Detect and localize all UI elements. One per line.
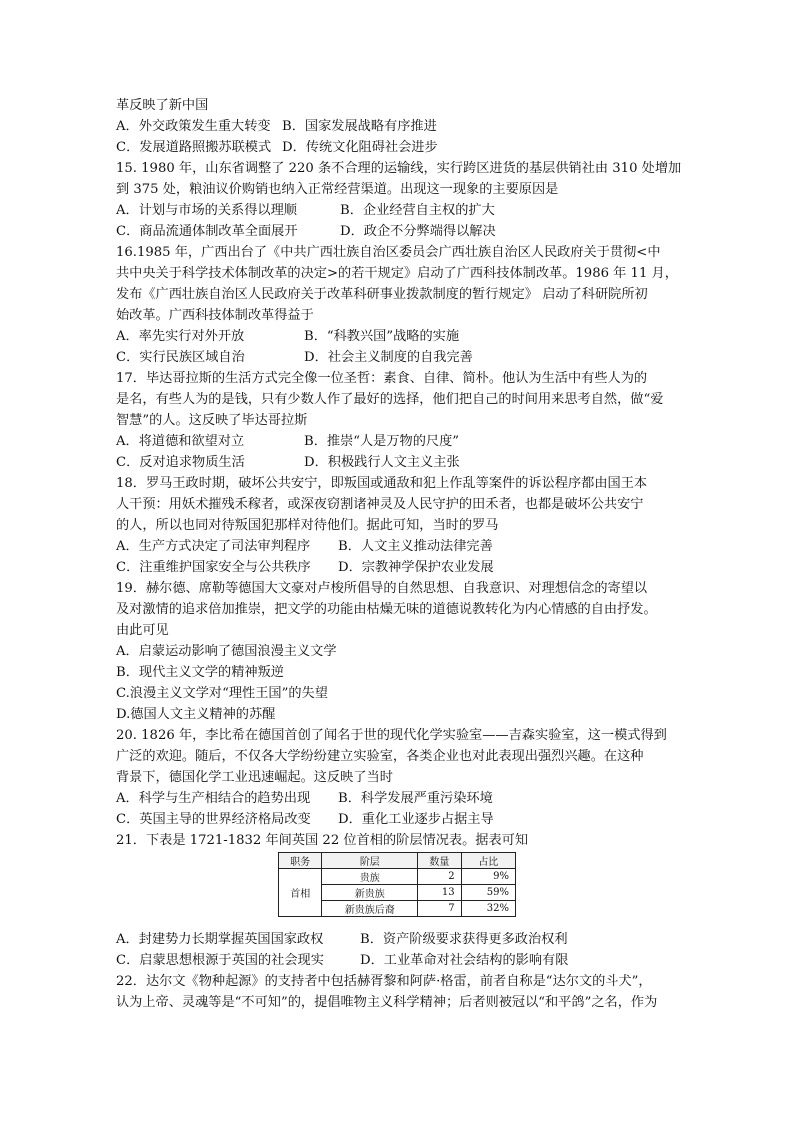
text-line: 到 375 处，粮油议价购销也纳入正常经营渠道。出现这一现象的主要原因是 (116, 182, 559, 197)
table-cell: 新贵族后裔 (322, 901, 418, 917)
text-line: 认为上帝、灵魂等是“不可知”的，提倡唯物主义科学精神；后者则被冠以“和平鸽”之名，作为 (116, 995, 658, 1010)
option-b: B．国家发展战略有序推进 (282, 119, 437, 134)
table-cell: 13 (418, 885, 461, 901)
question-17-text: 17．毕达哥拉斯的生活方式完全像一位圣哲：素食、自律、简朴。他认为生活中有些人为的 (116, 371, 648, 386)
option-c: C．英国主导的世界经济格局改变 (116, 812, 311, 827)
option-row (116, 432, 686, 452)
option-d: D．工业革命对社会结构的影响有限 (360, 953, 569, 968)
option-a: A．率先实行对外开放 (116, 329, 245, 344)
option-row (116, 558, 686, 578)
option-a: A．启蒙运动影响了德国浪漫主义文学 (116, 644, 337, 659)
option-c: C．发展道路照搬苏联模式 (116, 140, 272, 155)
question-20-text: 20. 1826 年，李比希在德国首创了闻名于世的现代化学实验室——吉森实验室，这一模式得到 (116, 728, 667, 743)
option-d: D．宗教神学保护农业发展 (338, 560, 494, 575)
option-row (116, 537, 686, 557)
text-line: 人干预：用妖术摧残禾稼者，或深夜窃割诸神灵及人民守护的田禾者，也都是破坏公共安宁 (116, 497, 644, 512)
option-row (116, 327, 686, 347)
table-row (279, 869, 516, 885)
table-header: 职务 (279, 853, 322, 869)
text-line: 由此可见 (116, 623, 169, 638)
option-row (116, 453, 686, 473)
option-d: D．政企不分弊端得以解决 (340, 224, 496, 239)
option-b: B．企业经营自主权的扩大 (340, 203, 495, 218)
table-header-row (279, 853, 516, 869)
option-d: D．社会主义制度的自我完善 (304, 350, 473, 365)
option-row (116, 348, 686, 368)
option-row (116, 810, 686, 830)
question-15-text: 15. 1980 年，山东省调整了 220 条不合理的运输线，实行跨区进货的基层供销社由 310 处增加 (116, 161, 682, 176)
table-cell: 2 (418, 869, 461, 885)
table-header: 阶层 (322, 853, 418, 869)
option-row (116, 138, 686, 158)
table-cell: 32% (461, 901, 515, 917)
option-a: A．生产方式决定了司法审判程序 (116, 539, 311, 554)
option-row (116, 201, 686, 221)
option-d: D．重化工业逐步占据主导 (338, 812, 494, 827)
option-row (116, 930, 686, 950)
question-22-text: 22．达尔文《物种起源》的支持者中包括赫胥黎和阿萨·格雷，前者自称是“达尔文的斗犬”， (116, 974, 652, 989)
option-a: A．将道德和欲望对立 (116, 434, 245, 449)
option-row (116, 951, 686, 971)
question-16-text: 16.1985 年，广西出台了《中共广西壮族自治区委员会广西壮族自治区人民政府关于贯彻<中 (116, 245, 661, 260)
option-a: A．封建势力长期掌握英国国家政权 (116, 932, 324, 947)
option-c: C．启蒙思想根源于英国的社会现实 (116, 953, 324, 968)
table-cell: 新贵族 (322, 885, 418, 901)
option-d: D．传统文化阻碍社会进步 (282, 140, 438, 155)
prime-minister-table (278, 852, 516, 917)
question-18-text: 18．罗马王政时期，破坏公共安宁，即叛国或通敌和犯上作乱等案件的诉讼程序都由国王本 (116, 476, 648, 491)
table-cell-office: 首相 (279, 869, 322, 917)
text-line: 及对激情的追求倍加推崇，把文学的功能由枯燥无味的道德说教转化为内心情感的自由抒发。 (116, 602, 657, 617)
option-b: B．推崇“人是万物的尺度” (304, 434, 460, 449)
option-a: A．科学与生产相结合的趋势出现 (116, 791, 311, 806)
option-c: C．实行民族区域自治 (116, 350, 245, 365)
text-line: 发布《广西壮族自治区人民政府关于改革科研事业拨款制度的暂行规定》 启动了科研院所初 (116, 287, 648, 302)
table-cell: 贵族 (322, 869, 418, 885)
text-line: 广泛的欢迎。随后，不仅各大学纷纷建立实验室，各类企业也对此表现出强烈兴趣。在这种 (116, 749, 644, 764)
option-b: B．现代主义文学的精神叛逆 (116, 665, 284, 680)
table-header: 数量 (418, 853, 461, 869)
text-line: 是名，有些人为的是钱，只有少数人作了最好的选择，他们把自己的时间用来思考自然，做“爱 (116, 392, 664, 407)
option-row (116, 789, 686, 809)
option-b: B．资产阶级要求获得更多政治权利 (360, 932, 568, 947)
table-cell: 59% (461, 885, 515, 901)
option-b: B．科学发展严重污染环境 (338, 791, 493, 806)
option-d: D.德国人文主义精神的苏醒 (116, 707, 276, 722)
option-d: D．积极践行人文主义主张 (304, 455, 460, 470)
text-line: 背景下，德国化学工业迅速崛起。这反映了当时 (116, 770, 393, 785)
table-header: 占比 (461, 853, 515, 869)
text-line: 智慧”的人。这反映了毕达哥拉斯 (116, 413, 308, 428)
option-a: A．计划与市场的关系得以理顺 (116, 203, 297, 218)
option-a: A．外交政策发生重大转变 (116, 119, 271, 134)
option-c: C．商品流通体制改革全面展开 (116, 224, 298, 239)
option-row (116, 222, 686, 242)
table-cell: 7 (418, 901, 461, 917)
option-c: C．反对追求物质生活 (116, 455, 245, 470)
text-line: 共中央关于科学技术体制改革的决定>的若干规定》启动了广西科技体制改革。1986 年 11 月， (116, 266, 678, 281)
text-line: 的人，所以也同对待叛国犯那样对待他们。据此可知，当时的罗马 (116, 518, 499, 533)
option-c: C．注重维护国家安全与公共秩序 (116, 560, 311, 575)
text-line: 革反映了新中国 (116, 98, 209, 113)
option-b: B．人文主义推动法律完善 (338, 539, 493, 554)
option-c: C.浪漫主义文学对“理性王国”的失望 (116, 686, 328, 701)
option-row (116, 117, 686, 137)
text-line: 始改革。广西科技体制改革得益于 (116, 308, 314, 323)
option-b: B．“科教兴国”战略的实施 (304, 329, 460, 344)
table-cell: 9% (461, 869, 515, 885)
question-19-text: 19．赫尔德、席勒等德国大文豪对卢梭所倡导的自然思想、自我意识、对理想信念的寄望以 (116, 581, 648, 596)
question-21-text: 21．下表是 1721-1832 年间英国 22 位首相的阶层情况表。据表可知 (116, 833, 529, 848)
